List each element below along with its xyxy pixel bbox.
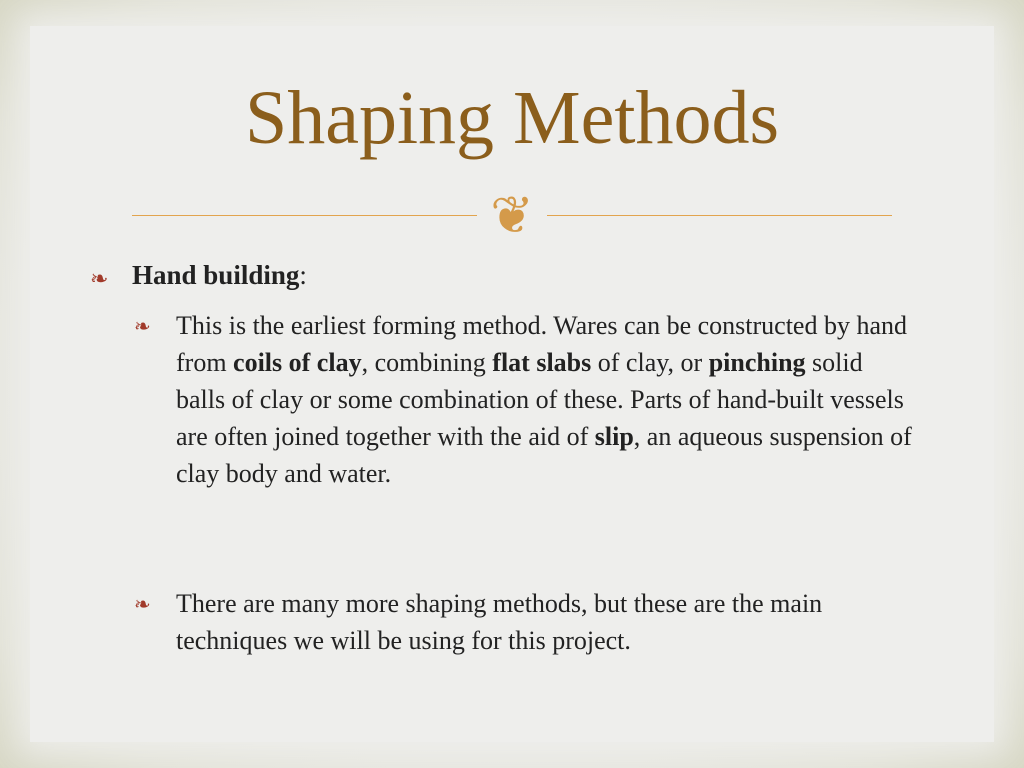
bold-term-slip: slip (594, 422, 634, 451)
sub-bullet-icon: ❧ (134, 316, 151, 338)
title-divider (132, 188, 892, 245)
text-run: of clay, or (591, 348, 709, 377)
heading-bold: Hand building (132, 260, 300, 290)
sub-bullet-earliest-method (134, 307, 914, 492)
heading-suffix: : (299, 260, 307, 290)
divider-rule-left (132, 215, 477, 216)
text-run: This is the earliest forming method. Wares can be constructed by hand from (176, 311, 907, 377)
bold-term-pinching: pinching (708, 348, 806, 377)
ornament-icon: ❦ (490, 188, 534, 245)
text-run: , an aqueous suspension of clay body and water. (176, 422, 912, 488)
text-run: , combining (361, 348, 493, 377)
bullet-icon: ❧ (90, 266, 109, 291)
sub-bullet-text (176, 307, 914, 492)
sub-bullet-icon: ❧ (134, 594, 151, 616)
bold-term-flat-slabs: flat slabs (492, 348, 592, 377)
bold-term-coils: coils of clay (233, 348, 362, 377)
sub-bullet-more-methods (134, 585, 914, 659)
bullet-heading-text (132, 260, 307, 291)
slide-title: Shaping Methods (244, 76, 780, 160)
divider-rule-right (547, 215, 892, 216)
text-run: solid balls of clay or some combination of these. Parts of hand-built vessels are often joined together with the aid of (176, 348, 904, 451)
sub-bullet-text: There are many more shaping methods, but these are the main techniques we will be using for this project. (176, 589, 823, 655)
